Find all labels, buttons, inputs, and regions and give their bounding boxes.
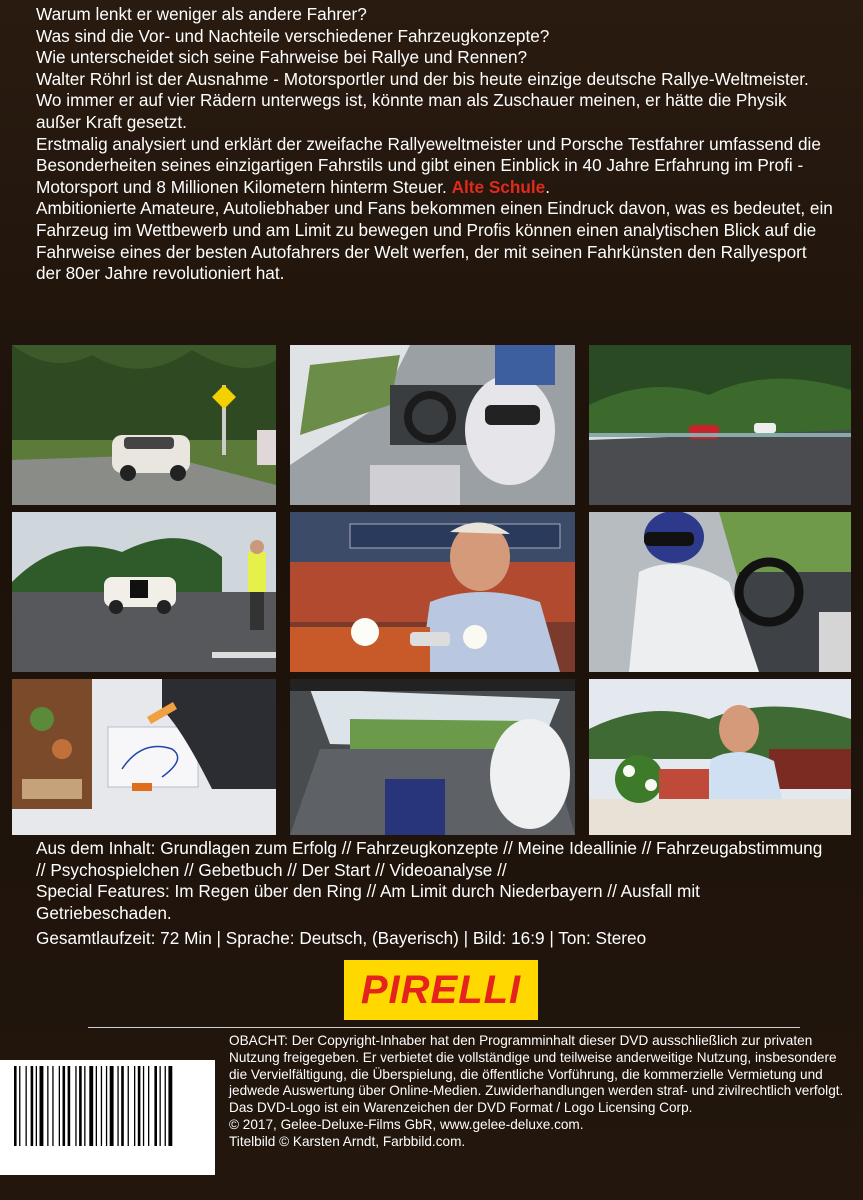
obacht-notice: OBACHT: Der Copyright-Inhaber hat den Programminhalt dieser DVD ausschließlich zur privaten Nutzung freigegeben. Er verbietet die vollständige und teilweise anderweitige Nutzung, insbesondere die Vervielfältigung, die Überspielung, die öffentliche Vorführung, die kommerzielle Vermietung und jedwede Auswertung über Online-Medien. Zuwiderhandlungen werden straf- und zivilrechtlich verfolgt. xyxy=(229,1033,844,1099)
barcode-digit-prefix: 4 xyxy=(3,1145,13,1164)
content-info xyxy=(36,838,836,950)
intro-paragraph-2-end: . xyxy=(545,176,550,197)
intro-paragraph-2-text: Erstmalig analysiert und erklärt der zweifache Rallyeweltmeister und Porsche Testfahrer umfassend die Besonderheiten seines einzigartigen Fahrstils und gibt einen Einblick in 40 Jahre Erfahrung im Profi - Motorsport und 8 Millionen Kilometern hinterm Steuer. xyxy=(36,133,821,197)
photo-table-sketch xyxy=(12,679,276,835)
barcode-digit-group-2: 130039 xyxy=(100,1145,161,1164)
technical-specs: Gesamtlaufzeit: 72 Min | Sprache: Deutsch, (Bayerisch) | Bild: 16:9 | Ton: Stereo xyxy=(36,928,647,949)
contents-list: Aus dem Inhalt: Grundlagen zum Erfolg // Fahrzeugkonzepte // Meine Ideallinie // Fahrzeugabstimmung // Psychospielchen // Gebetbuch // Der Start // Videoanalyse // xyxy=(36,838,823,880)
photo-driver-model-car xyxy=(290,512,575,672)
pirelli-logo-text: PIRELLI xyxy=(360,967,522,1012)
intro-text xyxy=(36,4,836,285)
photo-rally-car-marshal xyxy=(12,512,276,672)
special-features: Special Features: Im Regen über den Ring // Am Limit durch Niederbayern // Ausfall mit Getriebeschaden. xyxy=(36,881,700,923)
question-line-2: Was sind die Vor- und Nachteile verschiedener Fahrzeugkonzepte? xyxy=(36,25,550,46)
alte-schule-highlight: Alte Schule xyxy=(451,176,546,197)
question-line-3: Wie unterscheidet sich seine Fahrweise bei Rallye und Rennen? xyxy=(36,47,528,68)
intro-paragraph-3: Ambitionierte Amateure, Autoliebhaber und Fans bekommen einen Eindruck davon, was es bedeutet, ein Fahrzeug im Wettbewerb und am Limit zu bewegen und Profis können einen analytischen Blick auf die Fahrweise eines der besten Autofahrers der Welt werfen, der mit seinen Fahrkünsten den Rallyesport der 80er Jahre revolutioniert hat. xyxy=(36,198,833,284)
divider-line xyxy=(88,1027,800,1028)
question-line-1: Warum lenkt er weniger als andere Fahrer? xyxy=(36,4,367,24)
photo-racetrack-cars xyxy=(589,345,851,505)
legal-notice xyxy=(229,1033,857,1151)
copyright-notice: © 2017, Gelee-Deluxe-Films GbR, www.gelee-deluxe.com. xyxy=(229,1116,584,1132)
photo-driver-terrace xyxy=(589,679,851,835)
intro-paragraph-2 xyxy=(36,134,836,199)
barcode-digits xyxy=(3,1145,215,1165)
photo-road-porsche xyxy=(12,345,276,505)
photo-grid xyxy=(12,345,851,835)
photo-cockpit-helmet xyxy=(290,345,575,505)
photo-cockpit-window xyxy=(290,679,575,835)
intro-paragraph-1: Walter Röhrl ist der Ausnahme - Motorsportler und der bis heute einzige deutsche Rallye-Weltmeister. Wo immer er auf vier Rädern unterwegs ist, könnte man als Zuschauer meinen, er hätte die Physik außer Kraft gesetzt. xyxy=(36,68,809,132)
dvd-logo-notice: Das DVD-Logo ist ein Warenzeichen der DVD Format / Logo Licensing Corp. xyxy=(229,1100,693,1116)
pirelli-logo xyxy=(344,960,538,1020)
barcode-digit-group-1: 260086 xyxy=(26,1145,87,1164)
cover-photo-credit: Titelbild © Karsten Arndt, Farbbild.com. xyxy=(229,1133,466,1149)
photo-driver-steering xyxy=(589,512,851,672)
